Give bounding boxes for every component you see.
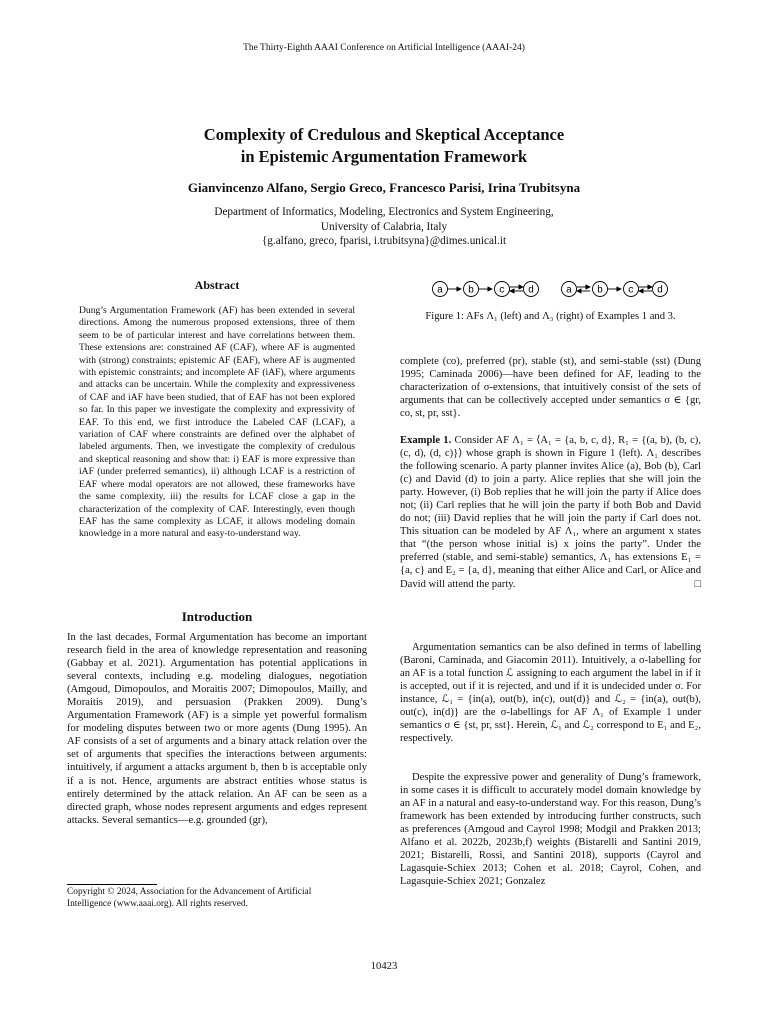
introduction-heading: Introduction: [181, 609, 253, 624]
left-node-label: d: [527, 285, 535, 297]
right-node-label: c: [627, 285, 635, 297]
abstract-heading: Abstract: [194, 278, 240, 292]
qed-symbol: □: [694, 578, 701, 590]
affiliation: [0, 205, 768, 249]
figure-caption: Figure 1: AFs Λ₁ (left) and Λ₃ (right) of Examples 1 and 3.: [425, 311, 676, 322]
left-graph: [433, 282, 539, 297]
example-label: Example 1.: [400, 435, 452, 446]
left-node-label: b: [467, 285, 475, 297]
affiliation-university: University of Calabria, Italy: [320, 220, 448, 233]
figure-1-graphs: [420, 278, 682, 300]
introduction-text: In the last decades, Formal Argumentation has become an important research field in the area of knowledge representation and reasoning (Gabbay et al. 2021). Argumentation has potential applications in several contexts, including e.g. modeling dialogues, negotiation (Amgoud, Dimopoulos, and Moraitis 2007; Dimopoulos, Mailly, and Moraitis 2019), and persuasion (Prakken 2009). Dung’s Argumentation Framework (AF) is a simple yet powerful formalism for modeling disputes between two or more agents (Dung 1995). An AF consists of a set of arguments and a binary attack relation over the set of arguments that specifies the interactions between arguments: intuitively, if argument a attacks argument b, then b is acceptable only if a is not. Hence, arguments are abstract entities whose status is entirely determined by the attack relation. An AF can be seen as a directed graph, whose nodes represent arguments and edges represent attacks. Several semantics—e.g. grounded (gr),: [67, 632, 367, 826]
example-text: Consider AF Λ₁ = ⟨A₁ = {a, b, c, d}, R₁ = {(a, b), (b, c), (c, d), (d, c)}⟩ whose graph is shown in Figure 1 (left). Λ₁ describes the following scenario. A party planner invites Alice (a), Bob (b), Carl (c) and David (d) to join a party. Alice replies that she will join the party. However, (i) Bob replies that he will join the party if Alice does not; (ii) Carl replies that he will join the party if both Bob and David do not; (iii) David replies that he will join the party if Carl does not. This situation can be modeled by AF Λ₁, where an argument x states that “(the person whose initial is) x joins the party”. Under the preferred (stable, and semi-stable) semantics, Λ₁ has extensions E₁ = {a, c} and E₂ = {a, d}, meaning that either Alice and Carl, or Alice and David will attend the party.: [400, 435, 701, 590]
title-line-1: Complexity of Credulous and Skeptical Acceptance: [203, 125, 565, 144]
affiliation-department: Department of Informatics, Modeling, Electronics and System Engineering,: [214, 206, 554, 218]
page-number: 10423: [370, 961, 398, 972]
footnote-divider: [67, 884, 157, 885]
semantics-paragraph: complete (co), preferred (pr), stable (st), and semi-stable (sst) (Dung 1995; Caminada 2006)—have been defined for AF, leading to the characterization of σ-extensions, that intuitively consist of the sets of arguments that can be collectively accepted under semantics σ ∈ {gr, co, st, pr, sst}.: [400, 356, 701, 420]
abstract-text: Dung’s Argumentation Framework (AF) has been extended in several directions. Among the numerous proposed extensions, three of them seem to be of particular interest and have correlations between them. These extensions are: constrained AF (CAF), where AF is augmented with (strong) constraints; epistemic AF (EAF), where AF is augmented with epistemic constraints; and incomplete AF (iAF), where arguments and attacks can be uncertain. While the complexity and expressiveness of CAF and iAF have been studied, that of EAF has not been explored so far. In this paper we investigate the complexity and expressivity of EAF. To this end, we first introduce the Labeled CAF (LCAF), a variation of CAF where constraints are defined over the alphabet of labeled arguments. Then, we investigate the complexity of credulous and skeptical reasoning and show that: i) EAF is more expressive than iAF (under preferred semantics), ii) although LCAF is a restriction of EAF where modal operators are not allowed, these frameworks have the same complexity, iii) the results for LCAF close a gap in the characterization of the complexity of CAF. Interestingly, even though EAF has the same complexity as LCAF, it allows modeling domain knowledge in a more natural and easy-to-understand way.: [79, 305, 355, 540]
copyright-footnote: [67, 886, 367, 910]
right-graph: [562, 282, 668, 297]
example-1: [400, 434, 701, 591]
extensions-paragraph: Despite the expressive power and generality of Dung’s framework, in some cases it is difficult to accurately model domain knowledge by an AF in a natural and easy-to-understand way. For this reason, Dung’s framework has been extended by introducing further constructs, such as preferences (Amgoud and Cayrol 1998; Modgil and Prakken 2013; Alfano et al. 2022b, 2023b,f) weights (Bistarelli and Santini 2019, 2021; Bistarelli, Rossi, and Santini 2018), supports (Cayrol and Lagasquie-Schiex 2013; Cohen et al. 2018; Cayrol, Cohen, and Lagasquie-Schiex 2021; Gonzalez: [400, 772, 701, 888]
left-node-label: a: [436, 285, 444, 297]
copyright-line-1: Copyright © 2024, Association for the Advancement of Artificial: [67, 887, 312, 897]
author-list: Gianvincenzo Alfano, Sergio Greco, Francesco Parisi, Irina Trubitsyna: [187, 180, 581, 195]
right-node-label: d: [656, 285, 664, 297]
right-node-label: a: [565, 285, 573, 297]
title-line-2: in Epistemic Argumentation Framework: [240, 147, 528, 166]
copyright-line-2: Intelligence (www.aaai.org). All rights reserved.: [67, 899, 248, 910]
right-node-label: b: [596, 285, 604, 297]
labelling-paragraph: Argumentation semantics can be also defined in terms of labelling (Baroni, Caminada, and Giacomin 2011). Intuitively, a σ-labelling for an AF is a total function ℒ assigning to each argument the label in if it is accepted, out if it is rejected, and und if it is undecided under σ. For instance, ℒ₁ = {in(a), out(b), in(c), out(d)} and ℒ₂ = {in(a), out(b), out(c), in(d)} are the σ-labellings for AF Λ₁ of Example 1 under semantics σ ∈ {st, pr, sst}. Herein, ℒ₁ and ℒ₂ correspond to E₁ and E₂, respectively.: [400, 642, 701, 745]
paper-title: [0, 124, 768, 168]
affiliation-emails: {g.alfano, greco, fparisi, i.trubitsyna}@dimes.unical.it: [261, 235, 507, 247]
left-node-label: c: [498, 285, 506, 297]
conference-header: The Thirty-Eighth AAAI Conference on Artificial Intelligence (AAAI-24): [243, 43, 525, 53]
